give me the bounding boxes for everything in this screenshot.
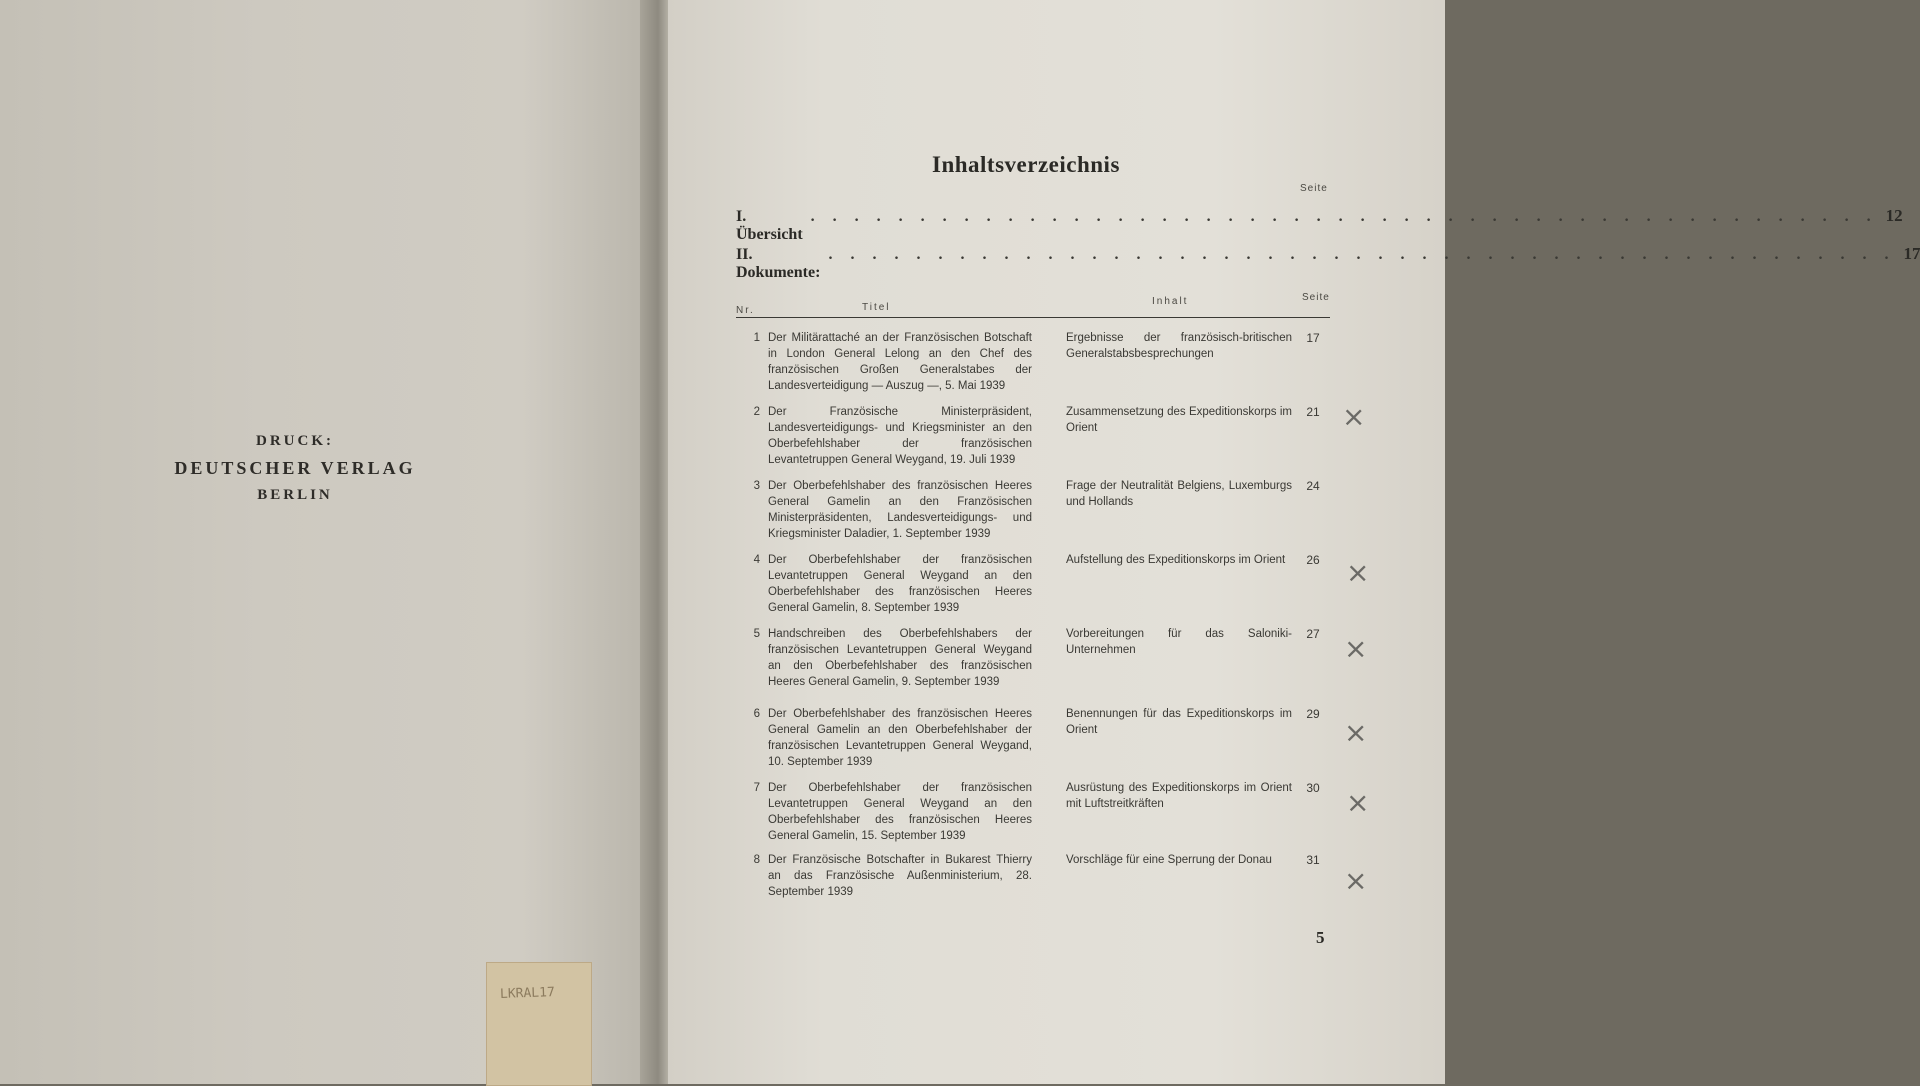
imprint-line-publisher: DEUTSCHER VERLAG (174, 458, 416, 478)
printer-imprint (140, 428, 450, 509)
main-entry-page: 17 (1903, 244, 1920, 263)
entry-page: 31 (1306, 853, 1320, 867)
dot-leader: . . . . . . . . . . . . . . . . . . . . . . . . . . . . . . . . . . . . . . . . . . . . . . . . . (810, 208, 1878, 225)
toc-title: Inhaltsverzeichnis (932, 152, 1120, 177)
toc-entry (736, 552, 1330, 632)
entry-page: 21 (1306, 405, 1320, 419)
entry-page: 30 (1306, 781, 1320, 795)
entry-page: 27 (1306, 627, 1320, 641)
column-header-seite: Seite (1302, 292, 1330, 303)
entry-number: 7 (753, 782, 760, 794)
page-number: 5 (1316, 928, 1325, 947)
column-header-titel: Titel (862, 302, 891, 313)
main-entry-label: II. Dokumente: (736, 246, 821, 281)
pencil-cross-mark: × (1344, 632, 1368, 665)
toc-entry (736, 780, 1330, 860)
entry-title: Der Oberbefehlshaber des französischen Heeres General Gamelin an den Französischen Ministerpräsidenten, Landesverteidigungs- und Kriegsminister Daladier, 1. September 1939 (768, 480, 1032, 540)
entry-number: 5 (753, 628, 760, 640)
entry-title: Der Oberbefehlshaber des französischen Heeres General Gamelin an den Oberbefehlshaber der französischen Levantetruppen General Weygand, 10. September 1939 (768, 708, 1032, 768)
library-sticker (486, 962, 592, 1086)
entry-number: 8 (753, 854, 760, 866)
entry-content: Zusammensetzung des Expeditionskorps im Orient (1066, 406, 1292, 434)
entry-number: 6 (753, 708, 760, 720)
entry-number: 2 (753, 406, 760, 418)
entry-content: Frage der Neutralität Belgiens, Luxemburgs und Hollands (1066, 480, 1292, 508)
pencil-cross-mark: × (1344, 864, 1368, 897)
pencil-cross-mark: × (1342, 400, 1366, 433)
entry-title: Der Oberbefehlshaber der französischen Levantetruppen General Weygand an den Oberbefehlshaber des französischen Heeres General Gamelin, 15. September 1939 (768, 782, 1032, 842)
entry-title: Der Militärattaché an der Französischen Botschaft in London General Lelong an den Chef des französischen Großen Generalstabes der Landesverteidigung — Auszug —, 5. Mai 1939 (768, 332, 1032, 392)
pencil-cross-mark: × (1346, 556, 1370, 589)
entry-title: Handschreiben des Oberbefehlshabers der französischen Levantetruppen General Weygand an den Oberbefehlshaber des französischen Heeres General Gamelin, 9. September 1939 (768, 628, 1032, 688)
entry-page: 17 (1306, 331, 1320, 345)
entry-content: Aufstellung des Expeditionskorps im Orient (1066, 554, 1286, 566)
entry-page: 26 (1306, 553, 1320, 567)
entry-title: Der Oberbefehlshaber der französischen Levantetruppen General Weygand an den Oberbefehlshaber des französischen Heeres General Gamelin, 8. September 1939 (768, 554, 1032, 614)
entry-number: 3 (753, 480, 760, 492)
main-entry-label: I. Übersicht (736, 208, 803, 243)
imprint-line-city: BERLIN (257, 487, 333, 503)
seite-label-top: Seite (1300, 183, 1328, 194)
entry-content: Ausrüstung des Expeditionskorps im Orient mit Luftstreitkräften (1066, 782, 1292, 810)
entry-number: 4 (753, 554, 760, 566)
imprint-line-druck: DRUCK: (256, 433, 334, 449)
entry-title: Der Französische Botschafter in Bukarest Thierry an das Französische Außenministerium, 28. September 1939 (768, 854, 1032, 898)
column-header-nr: Nr. (736, 305, 755, 316)
toc-entry (736, 706, 1330, 786)
toc-entry (736, 330, 1330, 410)
column-header-inhalt: Inhalt (1152, 296, 1189, 307)
entry-content: Benennungen für das Expeditionskorps im Orient (1066, 708, 1292, 736)
toc-entry (736, 478, 1330, 558)
entry-page: 24 (1306, 479, 1320, 493)
entry-content: Vorbereitungen für das Saloniki-Unternehmen (1066, 628, 1292, 656)
entry-number: 1 (753, 332, 760, 344)
toc-entry (736, 626, 1330, 706)
toc-main-entry-dokumente (736, 244, 1920, 282)
toc-entry (736, 404, 1330, 484)
entry-content: Ergebnisse der französisch-britischen Generalstabsbesprechungen (1066, 332, 1292, 360)
header-rule (736, 317, 1330, 318)
dot-leader: . . . . . . . . . . . . . . . . . . . . . . . . . . . . . . . . . . . . . . . . . . . . . . . . . (828, 246, 1896, 263)
pencil-cross-mark: × (1346, 786, 1370, 819)
toc-main-entry-uebersicht (736, 206, 1903, 244)
entry-title: Der Französische Ministerpräsident, Landesverteidigungs- und Kriegsminister an den Oberbefehlshaber der französischen Levantetruppen General Weygand, 19. Juli 1939 (768, 406, 1032, 466)
entry-page: 29 (1306, 707, 1320, 721)
pencil-cross-mark: × (1344, 716, 1368, 749)
toc-entry (736, 852, 1330, 932)
left-page (0, 0, 652, 1084)
library-sticker-text: LKRAL17 (499, 985, 556, 1002)
main-entry-page: 12 (1885, 206, 1903, 225)
entry-content: Vorschläge für eine Sperrung der Donau (1066, 854, 1272, 866)
